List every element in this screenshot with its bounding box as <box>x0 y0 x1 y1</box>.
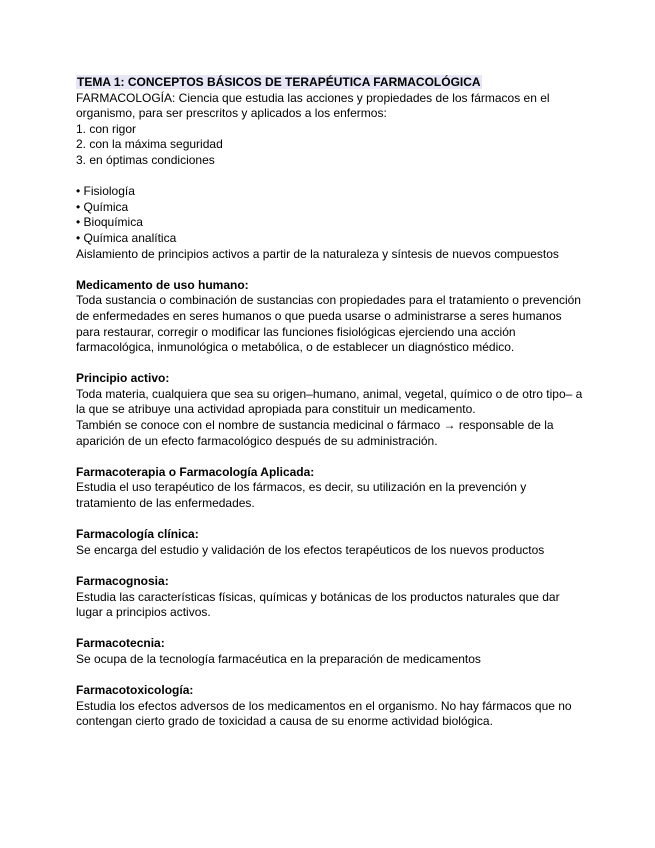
section-body: Estudia los efectos adversos de los medicamentos en el organismo. No hay fármacos que no contengan cierto grado de toxicidad a causa de su enorme actividad biológica. <box>76 698 572 729</box>
numbered-list <box>76 122 586 169</box>
section-heading: Farmacognosia: <box>76 574 169 588</box>
section-body: Se encarga del estudio y validación de los efectos terapéuticos de los nuevos productos <box>76 542 545 557</box>
spacer <box>76 169 586 185</box>
section-body: Estudia el uso terapéutico de los fármacos, es decir, su utilización en la prevención y tratamiento de las enfermedades. <box>76 480 527 511</box>
bullet-list <box>76 184 586 246</box>
list-item: • Fisiología <box>76 184 135 199</box>
section-farmacotoxicologia <box>76 683 586 730</box>
section-farmacologia-clinica <box>76 527 586 558</box>
document-page <box>76 75 586 730</box>
list-item: • Química <box>76 199 129 214</box>
bullets-note: Aislamiento de principios activos a partir de la naturaleza y síntesis de nuevos compuestos <box>76 246 559 261</box>
section-body: Toda materia, cualquiera que sea su origen–humano, animal, vegetal, químico o de otro tipo– a la que se atribuye una actividad apropiada para constituir un medicamento. <box>76 386 583 417</box>
list-item: 3. en óptimas condiciones <box>76 152 215 167</box>
section-body: También se conoce con el nombre de sustancia medicinal o fármaco → responsable de la aparición de un efecto farmacológico después de su administración. <box>76 418 554 448</box>
list-item: • Bioquímica <box>76 215 143 230</box>
section-farmacoterapia <box>76 465 586 512</box>
section-medicamento <box>76 278 586 356</box>
list-item: • Química analítica <box>76 230 177 245</box>
section-heading: Farmacoterapia o Farmacología Aplicada: <box>76 464 315 479</box>
section-heading: Farmacotecnia: <box>76 636 165 651</box>
title-line <box>76 75 586 91</box>
intro-paragraph: FARMACOLOGÍA: Ciencia que estudia las acciones y propiedades de los fármacos en el organismo, para ser prescritos y aplicados a los enfermos: <box>76 90 550 121</box>
section-body: Se ocupa de la tecnología farmacéutica en la preparación de medicamentos <box>76 651 481 666</box>
section-heading: Farmacología clínica: <box>76 527 199 542</box>
section-body: Estudia las características físicas, químicas y botánicas de los productos naturales que dar lugar a principios activos. <box>76 589 560 620</box>
section-body: Toda sustancia o combinación de sustancias con propiedades para el tratamiento o prevención de enfermedades en seres humanos o que pueda usarse o administrarse a seres humanos para restaurar, corregir o modificar las funciones fisiológicas ejerciendo una acción farmacológica, inmunológica o metabólica, o de establecer un diagnóstico médico. <box>76 293 581 355</box>
section-heading: Principio activo: <box>76 371 170 386</box>
section-farmacognosia <box>76 574 586 621</box>
list-item: 2. con la máxima seguridad <box>76 137 223 152</box>
section-heading: Medicamento de uso humano: <box>76 277 249 292</box>
document-title: TEMA 1: CONCEPTOS BÁSICOS DE TERAPÉUTICA FARMACOLÓGICA <box>77 75 481 89</box>
list-item: 1. con rigor <box>76 121 137 136</box>
section-farmacotecnia <box>76 636 586 667</box>
section-heading: Farmacotoxicología: <box>76 683 194 698</box>
section-principio-activo <box>76 371 586 449</box>
